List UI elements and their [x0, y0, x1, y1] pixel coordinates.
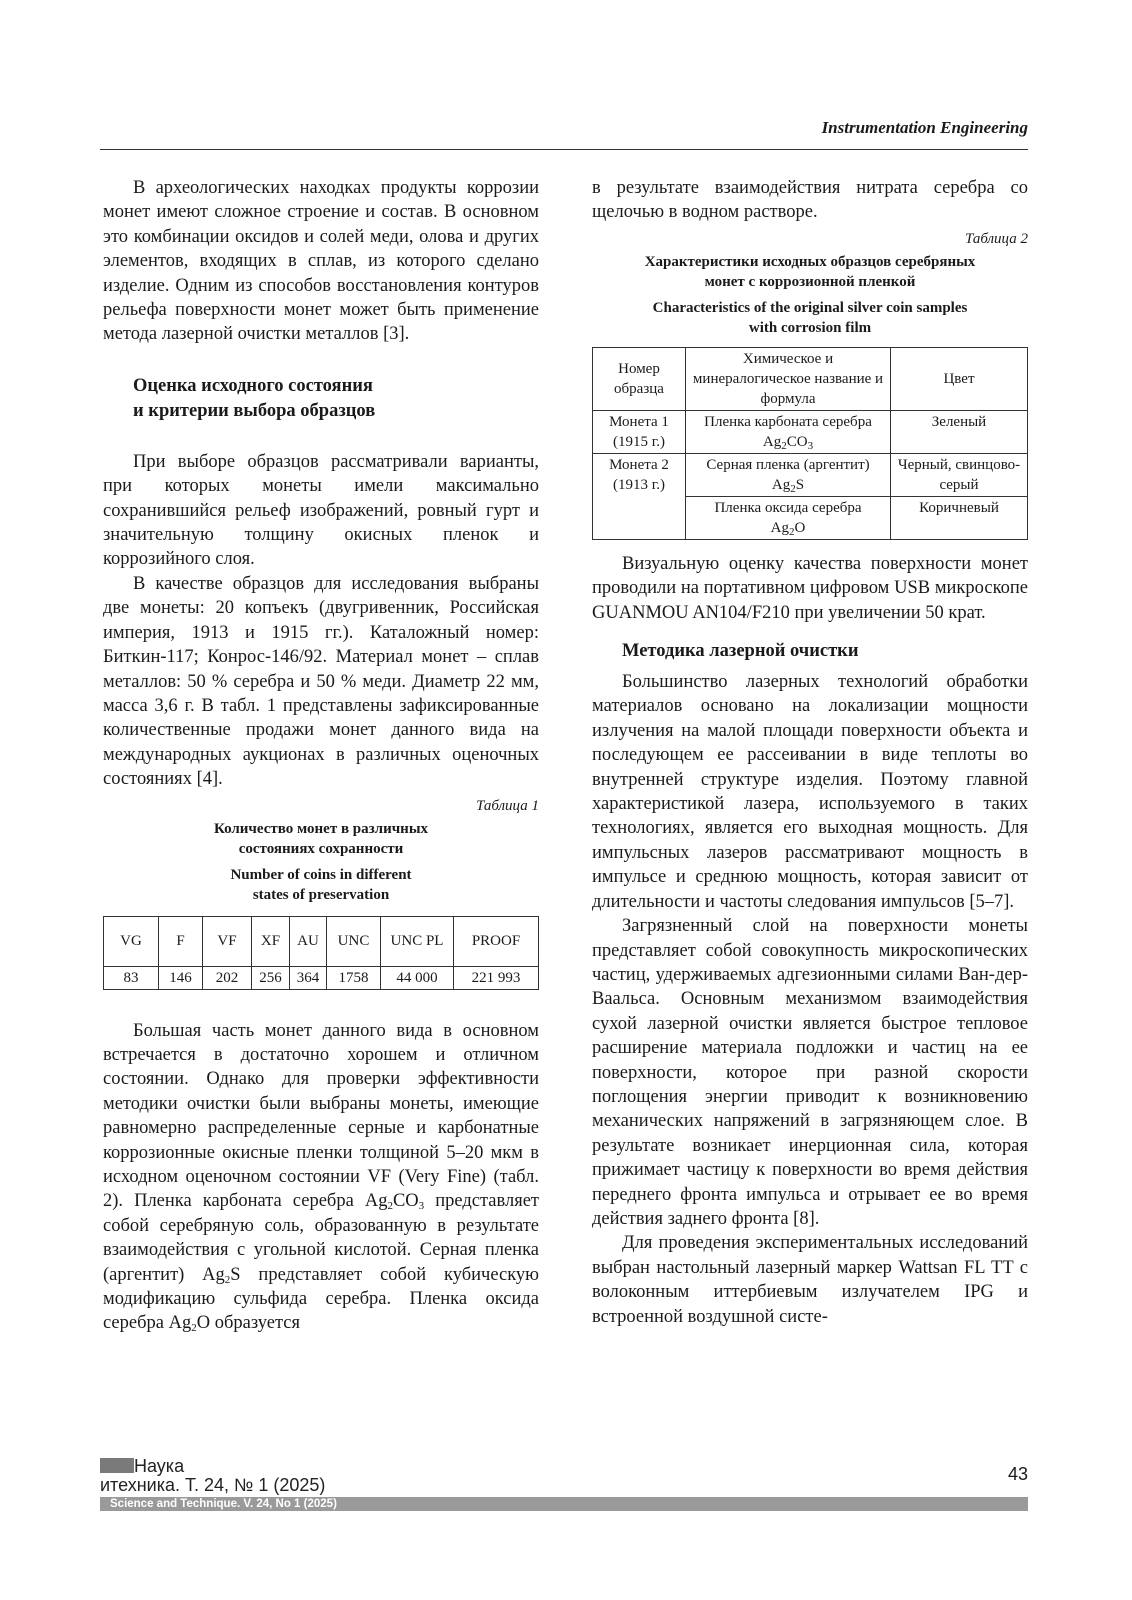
- table-cell: 83: [104, 966, 159, 989]
- text-run: CO: [392, 1191, 419, 1212]
- paragraph: в результате взаимодействия нитрата серебра со щелочью в водном растворе.: [592, 178, 1028, 223]
- table-header-cell: UNC: [327, 916, 381, 966]
- table-cell: [686, 453, 891, 496]
- formula: Ag: [762, 433, 782, 450]
- header-rule: [100, 149, 1028, 150]
- table-header-cell: VG: [104, 916, 159, 966]
- paragraph: [103, 1019, 539, 1336]
- table-header-cell: VF: [203, 916, 252, 966]
- subscript: 2: [224, 1273, 231, 1286]
- paragraph: Для проведения экспериментальных исследований выбран настольный лазерный маркер Wattsan FL TT с волоконным иттербиевым излучателем IPG и встроенной воздушной систе-: [592, 1233, 1028, 1327]
- table-row: [104, 966, 539, 989]
- table-header-cell: Номер образца: [593, 347, 686, 410]
- formula: CO: [786, 433, 808, 450]
- table-title-en: [103, 865, 539, 905]
- subscript: 3: [807, 439, 814, 452]
- table-title-line: монет с коррозионной пленкой: [704, 273, 916, 290]
- table-title-line: Characteristics of the original silver coin samples: [652, 299, 968, 316]
- journal-issue: итехника. Т. 24, № 1 (2025): [100, 1475, 326, 1495]
- subscript: 2: [191, 1322, 197, 1335]
- table-cell: 221 993: [454, 966, 539, 989]
- table-caption: Таблица 1: [476, 797, 539, 814]
- subscript: 2: [387, 1200, 393, 1213]
- left-column: [103, 176, 539, 1336]
- right-column: [592, 176, 1028, 1329]
- text-run: Большая часть монет данного вида в основном встречается в достаточно хорошем и отличном состоянии. Однако для проверки эффективности методики очистки были выбраны монеты, имеющие равномерно распределенные серные и карбонатные коррозионные окисные пленки толщиной 5–20 мкм в исходном оценочном состоянии VF (Very Fine) (табл. 2). Пленка карбоната серебра Ag: [103, 1020, 539, 1212]
- running-head: Instrumentation Engineering: [821, 118, 1028, 137]
- journal-name-en: Science and Technique. V. 24, No 1 (2025): [110, 1498, 337, 1510]
- table-cell: Черный, свинцово-серый: [891, 453, 1028, 496]
- table-title-ru: [103, 819, 539, 859]
- page-number: 43: [1007, 1464, 1028, 1484]
- table-header-cell: F: [159, 916, 203, 966]
- table-header-cell: XF: [252, 916, 290, 966]
- formula: O: [794, 519, 806, 536]
- table-caption: Таблица 2: [965, 230, 1028, 247]
- text-run: Пленка оксида серебра: [714, 499, 862, 516]
- table-title-line: states of preservation: [252, 886, 390, 903]
- table-header-cell: PROOF: [454, 916, 539, 966]
- table-cell: 364: [290, 966, 327, 989]
- text-run: представляет собой серебряную соль, образованную в результате взаимодействия с угольной кислотой. Серная пленка (аргентит) Ag: [103, 1191, 539, 1285]
- table-cell: 202: [203, 966, 252, 989]
- table-title-line: with corrosion film: [748, 319, 872, 336]
- table-header-cell: Химическое и минералогическое название и формула: [686, 347, 891, 410]
- subscript: 2: [781, 439, 787, 452]
- table-cell: Монета 2 (1913 г.): [593, 453, 686, 539]
- table-header-cell: AU: [290, 916, 327, 966]
- table-cell: 1758: [327, 966, 381, 989]
- table-cell: 44 000: [381, 966, 454, 989]
- table-cell: 256: [252, 966, 290, 989]
- table-header-row: [593, 347, 1028, 410]
- table-cell: Коричневый: [891, 496, 1028, 539]
- section-heading-line: Оценка исходного состояния: [133, 375, 373, 396]
- table-2: [592, 347, 1028, 540]
- table-header-cell: Цвет: [891, 347, 1028, 410]
- paragraph: В археологических находках продукты коррозии монет имеют сложное строение и состав. В основном это комбинации оксидов и солей меди, олова и других элементов, входящих в сплав, из которого сделано изделие. Одним из способов восстановления контуров рельефа поверхности монет может быть применение метода лазерной очистки металлов [3].: [103, 178, 539, 345]
- subscript: 2: [789, 525, 795, 538]
- table-header-cell: UNC PL: [381, 916, 454, 966]
- section-heading: Методика лазерной очистки: [622, 641, 859, 662]
- journal-footer: [100, 1457, 325, 1495]
- footer-strip: [100, 1497, 1028, 1511]
- table-cell: 146: [159, 966, 203, 989]
- text-run: Серная пленка (аргентит): [706, 456, 870, 473]
- journal-name-line: Наука: [134, 1456, 185, 1476]
- table-header-row: [104, 916, 539, 966]
- text-run: Пленка карбоната серебра: [704, 413, 872, 430]
- table-title-en: [592, 298, 1028, 338]
- table-row: [593, 410, 1028, 453]
- table-title-line: Количество монет в различных: [213, 820, 429, 837]
- footer-bar-mark: [100, 1458, 134, 1473]
- table-cell: Монета 1 (1915 г.): [593, 410, 686, 453]
- section-heading: [103, 374, 539, 424]
- section-heading-line: и критерии выбора образцов: [133, 400, 376, 421]
- subscript: 2: [790, 482, 796, 495]
- table-title-ru: [592, 252, 1028, 292]
- text-run: O образуется: [196, 1313, 300, 1334]
- table-row: [593, 453, 1028, 496]
- paragraph: Визуальную оценку качества поверхности монет проводили на портативном цифровом USB микроскопе GUANMOU AN104/F210 при увеличении 50 крат.: [592, 553, 1028, 623]
- table-title-line: состояниях сохранности: [238, 840, 404, 857]
- journal-name: [100, 1457, 325, 1495]
- table-cell: [686, 410, 891, 453]
- formula: S: [795, 476, 805, 493]
- paragraph: В качестве образцов для исследования выбраны две монеты: 20 копъекъ (двугривенник, Российская империя, 1913 и 1915 гг.). Каталожный номер: Биткин-117; Конрос-146/92. Материал монет – сплав металлов: 50 % серебра и 50 % меди. Диаметр 22 мм, масса 3,6 г. В табл. 1 представлены зафиксированные количественные продажи монет данного вида на международных аукционах в различных оценочных состояниях [4].: [103, 573, 539, 790]
- text-run: S представляет собой кубическую модификацию сульфида серебра. Пленка оксида серебра Ag: [103, 1264, 539, 1334]
- formula: Ag: [770, 519, 789, 536]
- table-cell: Зеленый: [891, 410, 1028, 453]
- table-1: [103, 916, 539, 990]
- paragraph: При выборе образцов рассматривали варианты, при которых монеты имели максимально сохранившийся рельеф изображений, ровный гурт и значительную толщину окисных пленок и коррозийного слоя.: [103, 451, 539, 570]
- table-title-line: Характеристики исходных образцов серебряных: [644, 253, 976, 270]
- paragraph: Большинство лазерных технологий обработки материалов основано на локализации мощности излучения на малой площади поверхности объекта и последующем ее рассеивании в виде теплоты во внутренней структуре изделия. Поэтому главной характеристикой лазера, используемого в таких технологиях, является его выходная мощность. Для импульсных лазеров рассматривают мощность в импульсе и среднюю мощность, которая зависит от длительности и частоты следования импульсов [5–7].: [592, 672, 1028, 912]
- table-cell: [686, 496, 891, 539]
- formula: Ag: [771, 476, 791, 493]
- paragraph: Загрязненный слой на поверхности монеты представляет собой совокупность микроскопических частиц, удерживаемых адгезионными силами Ван-дер-Ваальса. Основным механизмом взаимодействия сухой лазерной очистки является быстрое тепловое расширение материала подложки и частиц на ее поверхности, которое при разной скорости поглощения энергии приводит к возникновению механических напряжений в загрязняющем слое. В результате возникает инерционная сила, которая прижимает частицу к поверхности во время действия переднего фронта импульса и отрывает ее во время действия заднего фронта [8].: [592, 916, 1028, 1229]
- table-title-line: Number of coins in different: [230, 866, 412, 883]
- subscript: 3: [418, 1200, 425, 1213]
